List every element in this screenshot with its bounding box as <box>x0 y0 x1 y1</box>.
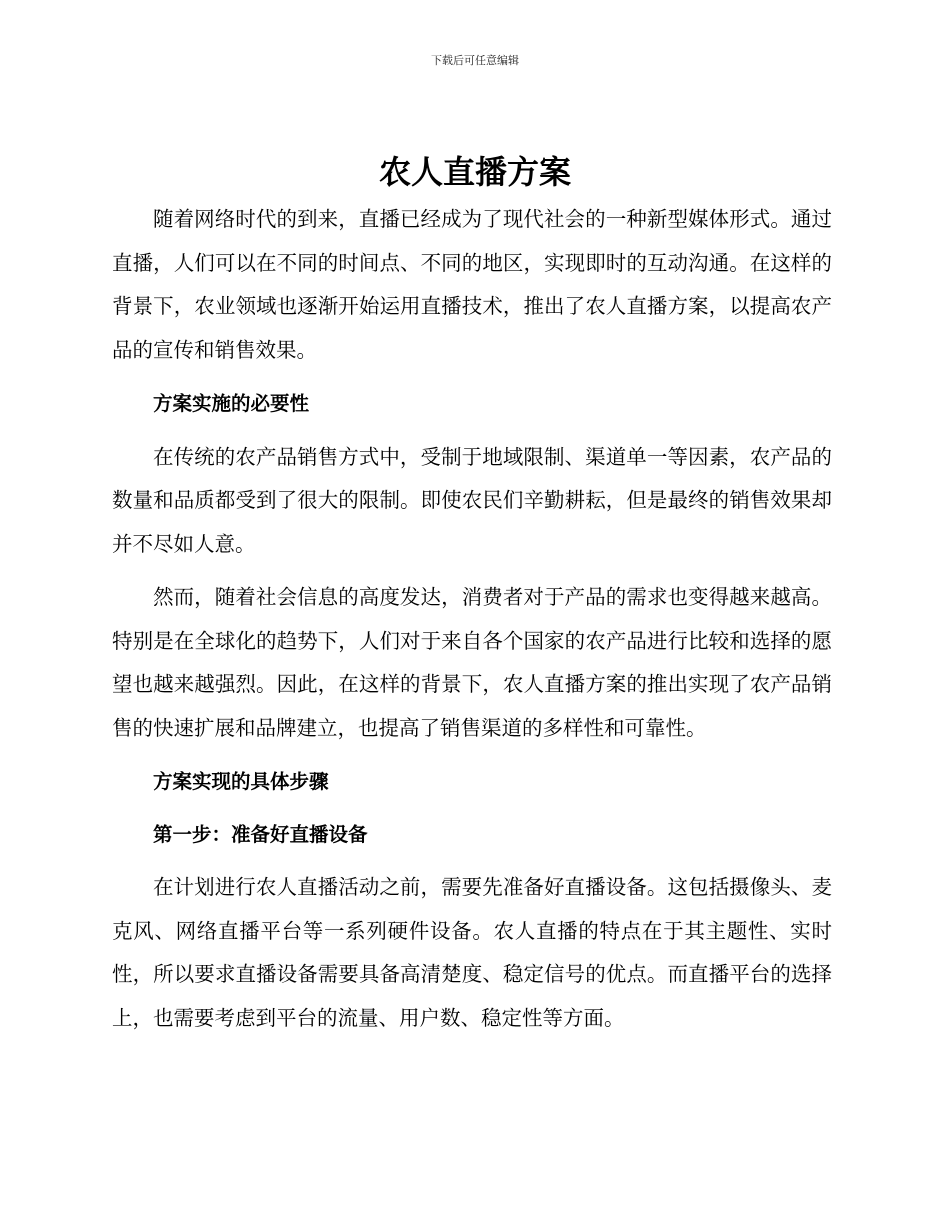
document-title: 农人直播方案 <box>378 153 571 191</box>
paragraph-traditional-sales: 在传统的农产品销售方式中，受制于地域限制、渠道单一等因素，农产品的数量和品质都受到了很大的限制。即使农民们辛勤耕耘，但是最终的销售效果却并不尽如人意。 <box>112 444 832 556</box>
step-heading-1: 第一步：准备好直播设备 <box>152 822 368 846</box>
intro-paragraph: 随着网络时代的到来，直播已经成为了现代社会的一种新型媒体形式。通过直播，人们可以在不同的时间点、不同的地区，实现即时的互动沟通。在这样的背景下，农业领域也逐渐开始运用直播技术，推出了农人直播方案，以提高农产品的宣传和销售效果。 <box>112 207 832 362</box>
paragraph-consumer-demand: 然而，随着社会信息的高度发达，消费者对于产品的需求也变得越来越高。特别是在全球化的趋势下，人们对于来自各个国家的农产品进行比较和选择的愿望也越来越强烈。因此，在这样的背景下，农人直播方案的推出实现了农产品销售的快速扩展和品牌建立，也提高了销售渠道的多样性和可靠性。 <box>112 585 832 740</box>
document-body <box>112 198 832 1040</box>
paragraph-step-1: 在计划进行农人直播活动之前，需要先准备好直播设备。这包括摄像头、麦克风、网络直播平台等一系列硬件设备。农人直播的特点在于其主题性、实时性，所以要求直播设备需要具备高清楚度、稳定信号的优点。而直播平台的选择上，也需要考虑到平台的流量、用户数、稳定性等方面。 <box>112 875 832 1030</box>
section-heading-necessity: 方案实施的必要性 <box>152 392 309 415</box>
section-heading-steps: 方案实现的具体步骤 <box>152 770 329 793</box>
header-note: 下载后可任意编辑 <box>431 54 519 67</box>
